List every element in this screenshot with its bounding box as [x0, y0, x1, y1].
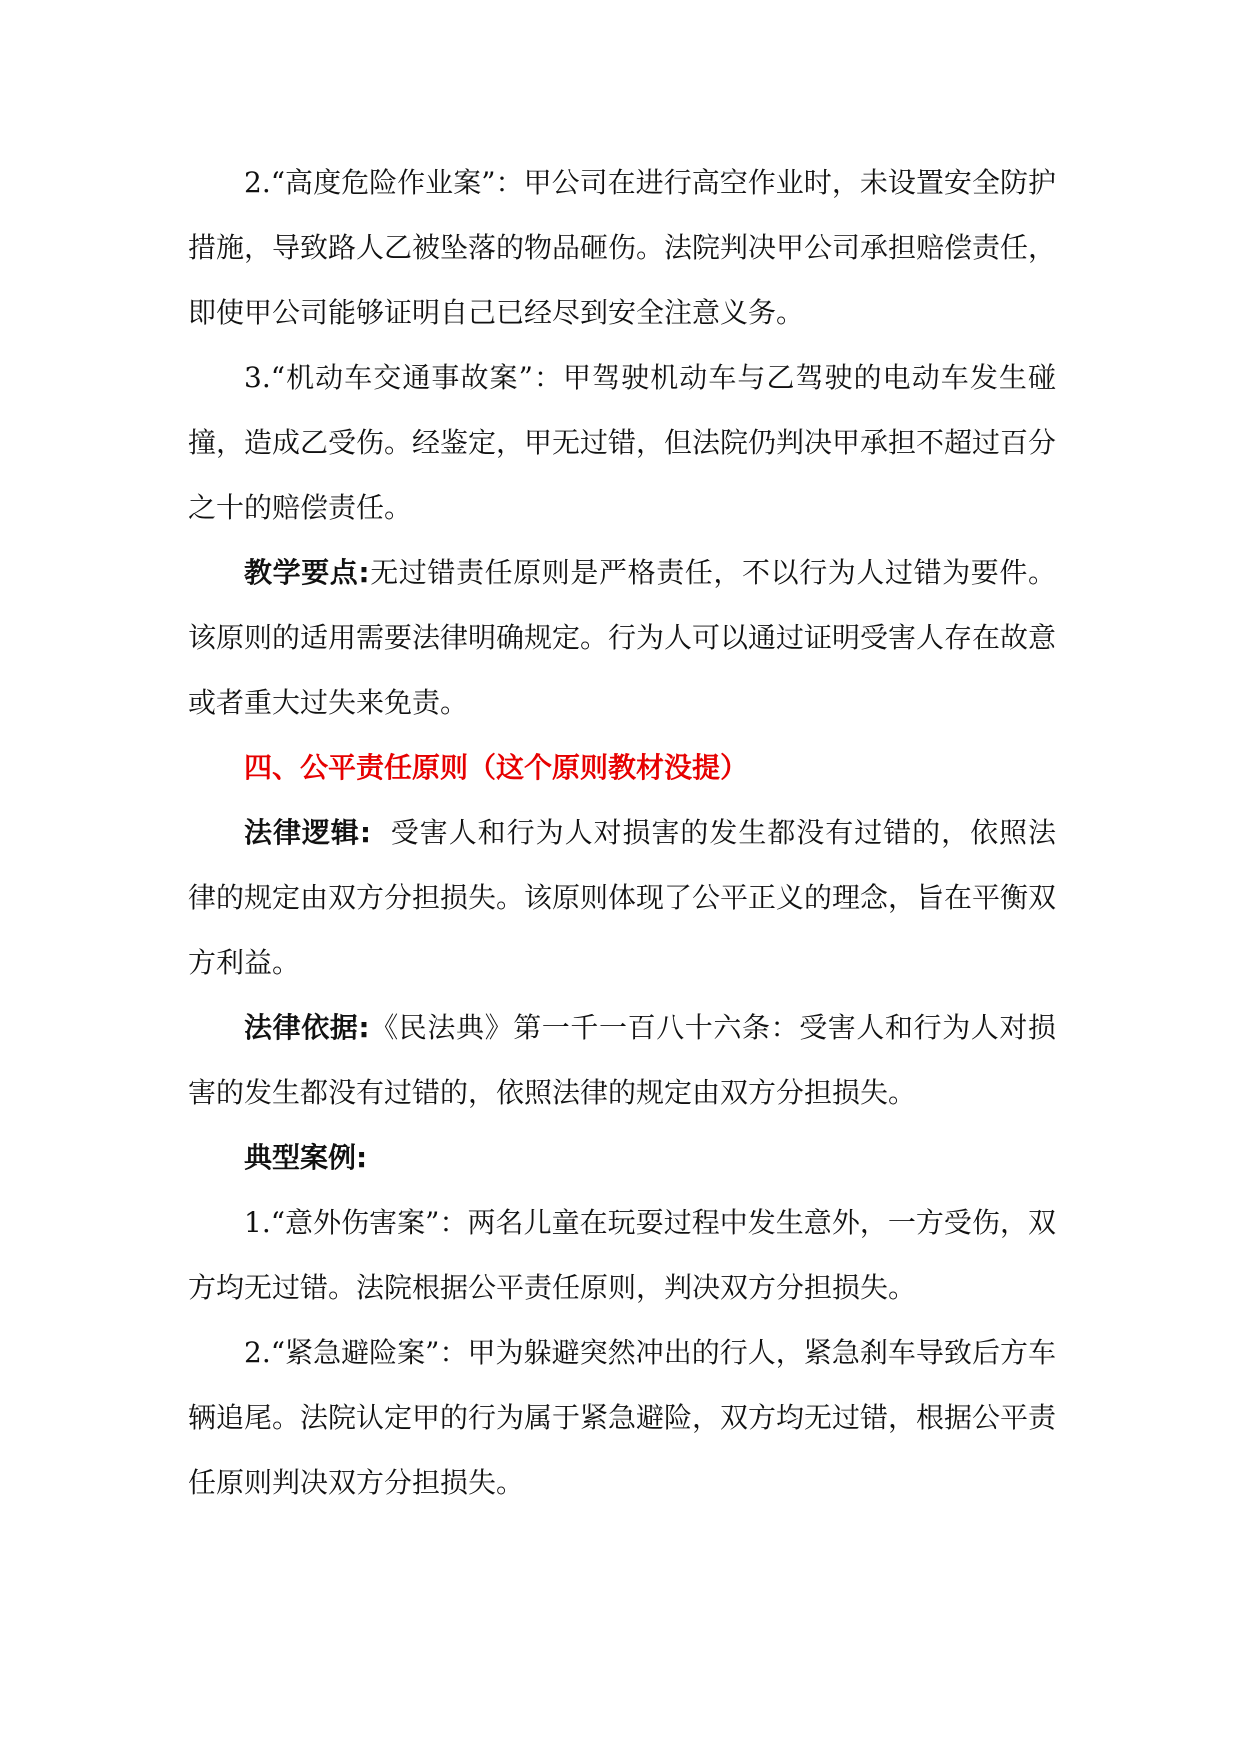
legal-basis-text: 《民法典》第一千一百八十六条：受害人和行为人对损害的发生都没有过错的，依照法律的规定由双方分担损失。 — [188, 1011, 1056, 1109]
typical-cases-label: 典型案例: — [244, 1141, 368, 1174]
legal-logic-label: 法律逻辑: — [244, 816, 372, 849]
teaching-points-paragraph — [188, 540, 1056, 735]
legal-basis-label: 法律依据: — [244, 1011, 370, 1044]
legal-logic-paragraph — [188, 800, 1056, 995]
teaching-points-text: 无过错责任原则是严格责任，不以行为人过错为要件。该原则的适用需要法律明确规定。行为人可以通过证明受害人存在故意或者重大过失来免责。 — [188, 556, 1057, 719]
case-paragraph-emergency: 2.“紧急避险案”：甲为躲避突然冲出的行人，紧急刹车导致后方车辆追尾。法院认定甲的行为属于紧急避险，双方均无过错，根据公平责任原则判决双方分担损失。 — [188, 1336, 1057, 1499]
teaching-points-label: 教学要点: — [244, 556, 370, 589]
legal-basis-paragraph — [188, 995, 1056, 1125]
legal-logic-text: 受害人和行为人对损害的发生都没有过错的，依照法律的规定由双方分担损失。该原则体现了公平正义的理念，旨在平衡双方利益。 — [188, 816, 1057, 979]
section-heading: 四、公平责任原则（这个原则教材没提） — [244, 751, 749, 784]
document-page — [188, 150, 1056, 1515]
case-paragraph-traffic: 3.“机动车交通事故案”：甲驾驶机动车与乙驾驶的电动车发生碰撞，造成乙受伤。经鉴定，甲无过错，但法院仍判决甲承担不超过百分之十的赔偿责任。 — [188, 361, 1057, 524]
case-paragraph-high-risk: 2.“高度危险作业案”：甲公司在进行高空作业时，未设置安全防护措施，导致路人乙被坠落的物品砸伤。法院判决甲公司承担赔偿责任，即使甲公司能够证明自己已经尽到安全注意义务。 — [188, 166, 1057, 329]
case-paragraph-accident: 1.“意外伤害案”：两名儿童在玩耍过程中发生意外，一方受伤，双方均无过错。法院根据公平责任原则，判决双方分担损失。 — [188, 1206, 1056, 1304]
